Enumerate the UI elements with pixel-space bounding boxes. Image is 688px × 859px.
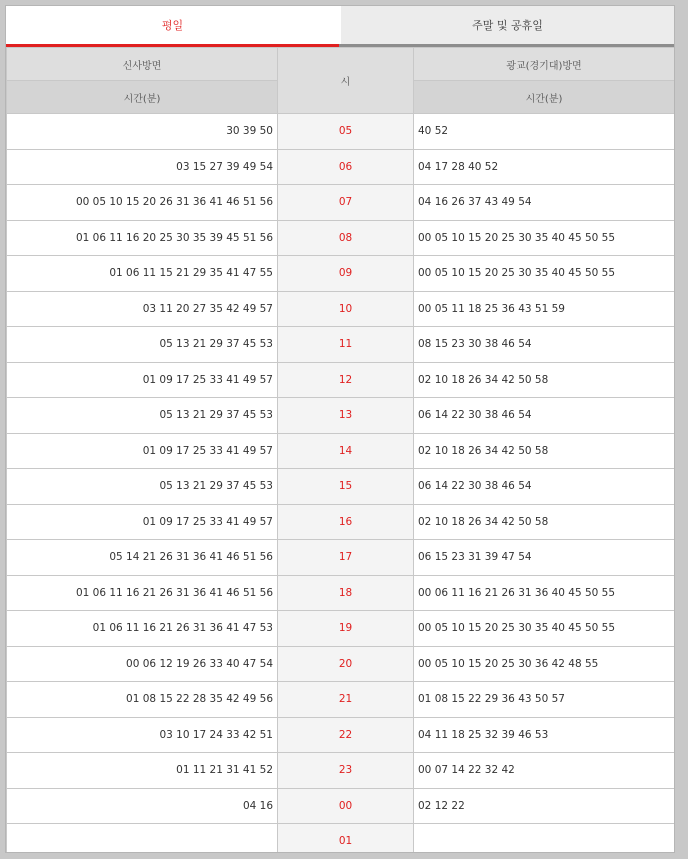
right-direction-header: 광교(경기대)방면 xyxy=(414,48,675,81)
right-minutes-cell: 01 08 15 22 29 36 43 50 57 xyxy=(414,682,675,718)
right-minutes-cell: 00 07 14 22 32 42 xyxy=(414,753,675,789)
table-row xyxy=(7,753,675,789)
hour-cell: 09 xyxy=(278,256,414,292)
left-minutes-cell: 01 09 17 25 33 41 49 57 xyxy=(7,362,278,398)
table-row xyxy=(7,824,675,854)
left-minutes-cell: 04 16 xyxy=(7,788,278,824)
right-minutes-cell: 00 06 11 16 21 26 31 36 40 45 50 55 xyxy=(414,575,675,611)
hour-cell: 12 xyxy=(278,362,414,398)
table-row xyxy=(7,256,675,292)
hour-cell: 11 xyxy=(278,327,414,363)
table-row xyxy=(7,114,675,150)
table-row xyxy=(7,327,675,363)
hour-cell: 00 xyxy=(278,788,414,824)
table-row xyxy=(7,788,675,824)
left-minutes-cell: 30 39 50 xyxy=(7,114,278,150)
table-row xyxy=(7,185,675,221)
hour-cell: 10 xyxy=(278,291,414,327)
hour-cell: 08 xyxy=(278,220,414,256)
tab-weekend-holiday[interactable]: 주말 및 공휴일 xyxy=(339,6,674,44)
table-row xyxy=(7,646,675,682)
right-minutes-cell: 00 05 10 15 20 25 30 35 40 45 50 55 xyxy=(414,256,675,292)
hour-cell: 05 xyxy=(278,114,414,150)
right-minutes-cell: 00 05 11 18 25 36 43 51 59 xyxy=(414,291,675,327)
right-minutes-cell: 02 10 18 26 34 42 50 58 xyxy=(414,504,675,540)
left-minutes-cell xyxy=(7,824,278,854)
left-minutes-cell: 01 06 11 16 21 26 31 36 41 47 53 xyxy=(7,611,278,647)
right-minutes-cell: 02 12 22 xyxy=(414,788,675,824)
hour-header: 시 xyxy=(278,48,414,114)
right-minutes-cell: 04 17 28 40 52 xyxy=(414,149,675,185)
left-minutes-cell: 00 05 10 15 20 26 31 36 41 46 51 56 xyxy=(7,185,278,221)
left-minutes-cell: 01 06 11 16 20 25 30 35 39 45 51 56 xyxy=(7,220,278,256)
left-minutes-header: 시간(분) xyxy=(7,81,278,114)
hour-cell: 16 xyxy=(278,504,414,540)
table-row xyxy=(7,575,675,611)
table-row xyxy=(7,717,675,753)
table-row xyxy=(7,469,675,505)
hour-cell: 15 xyxy=(278,469,414,505)
left-minutes-cell: 05 14 21 26 31 36 41 46 51 56 xyxy=(7,540,278,576)
right-minutes-cell: 06 14 22 30 38 46 54 xyxy=(414,469,675,505)
table-row xyxy=(7,362,675,398)
right-minutes-cell: 02 10 18 26 34 42 50 58 xyxy=(414,362,675,398)
table-row xyxy=(7,682,675,718)
hour-cell: 20 xyxy=(278,646,414,682)
table-row xyxy=(7,504,675,540)
left-minutes-cell: 03 15 27 39 49 54 xyxy=(7,149,278,185)
right-minutes-cell xyxy=(414,824,675,854)
right-minutes-cell: 04 16 26 37 43 49 54 xyxy=(414,185,675,221)
hour-cell: 06 xyxy=(278,149,414,185)
left-minutes-cell: 01 08 15 22 28 35 42 49 56 xyxy=(7,682,278,718)
table-row xyxy=(7,291,675,327)
left-minutes-cell: 01 06 11 15 21 29 35 41 47 55 xyxy=(7,256,278,292)
left-minutes-cell: 05 13 21 29 37 45 53 xyxy=(7,398,278,434)
hour-cell: 19 xyxy=(278,611,414,647)
right-minutes-cell: 02 10 18 26 34 42 50 58 xyxy=(414,433,675,469)
hour-cell: 18 xyxy=(278,575,414,611)
timetable-frame xyxy=(5,5,675,853)
left-minutes-cell: 01 09 17 25 33 41 49 57 xyxy=(7,504,278,540)
hour-cell: 07 xyxy=(278,185,414,221)
day-type-tabs xyxy=(6,6,674,47)
right-minutes-cell: 06 15 23 31 39 47 54 xyxy=(414,540,675,576)
table-row xyxy=(7,540,675,576)
right-minutes-cell: 08 15 23 30 38 46 54 xyxy=(414,327,675,363)
table-row xyxy=(7,398,675,434)
right-minutes-cell: 00 05 10 15 20 25 30 35 40 45 50 55 xyxy=(414,611,675,647)
hour-cell: 14 xyxy=(278,433,414,469)
right-minutes-cell: 40 52 xyxy=(414,114,675,150)
hour-cell: 21 xyxy=(278,682,414,718)
right-minutes-cell: 00 05 10 15 20 25 30 36 42 48 55 xyxy=(414,646,675,682)
left-minutes-cell: 00 06 12 19 26 33 40 47 54 xyxy=(7,646,278,682)
right-minutes-cell: 04 11 18 25 32 39 46 53 xyxy=(414,717,675,753)
left-minutes-cell: 01 09 17 25 33 41 49 57 xyxy=(7,433,278,469)
left-minutes-cell: 03 10 17 24 33 42 51 xyxy=(7,717,278,753)
right-minutes-header: 시간(분) xyxy=(414,81,675,114)
tab-weekday[interactable]: 평일 xyxy=(6,6,339,47)
table-row xyxy=(7,611,675,647)
left-minutes-cell: 05 13 21 29 37 45 53 xyxy=(7,469,278,505)
hour-cell: 22 xyxy=(278,717,414,753)
left-minutes-cell: 01 06 11 16 21 26 31 36 41 46 51 56 xyxy=(7,575,278,611)
timetable xyxy=(6,47,675,853)
left-direction-header: 신사방면 xyxy=(7,48,278,81)
timetable-body xyxy=(7,114,675,854)
table-row xyxy=(7,433,675,469)
table-row xyxy=(7,149,675,185)
table-row xyxy=(7,220,675,256)
right-minutes-cell: 00 05 10 15 20 25 30 35 40 45 50 55 xyxy=(414,220,675,256)
left-minutes-cell: 05 13 21 29 37 45 53 xyxy=(7,327,278,363)
hour-cell: 17 xyxy=(278,540,414,576)
left-minutes-cell: 01 11 21 31 41 52 xyxy=(7,753,278,789)
right-minutes-cell: 06 14 22 30 38 46 54 xyxy=(414,398,675,434)
hour-cell: 23 xyxy=(278,753,414,789)
left-minutes-cell: 03 11 20 27 35 42 49 57 xyxy=(7,291,278,327)
hour-cell: 13 xyxy=(278,398,414,434)
hour-cell: 01 xyxy=(278,824,414,854)
